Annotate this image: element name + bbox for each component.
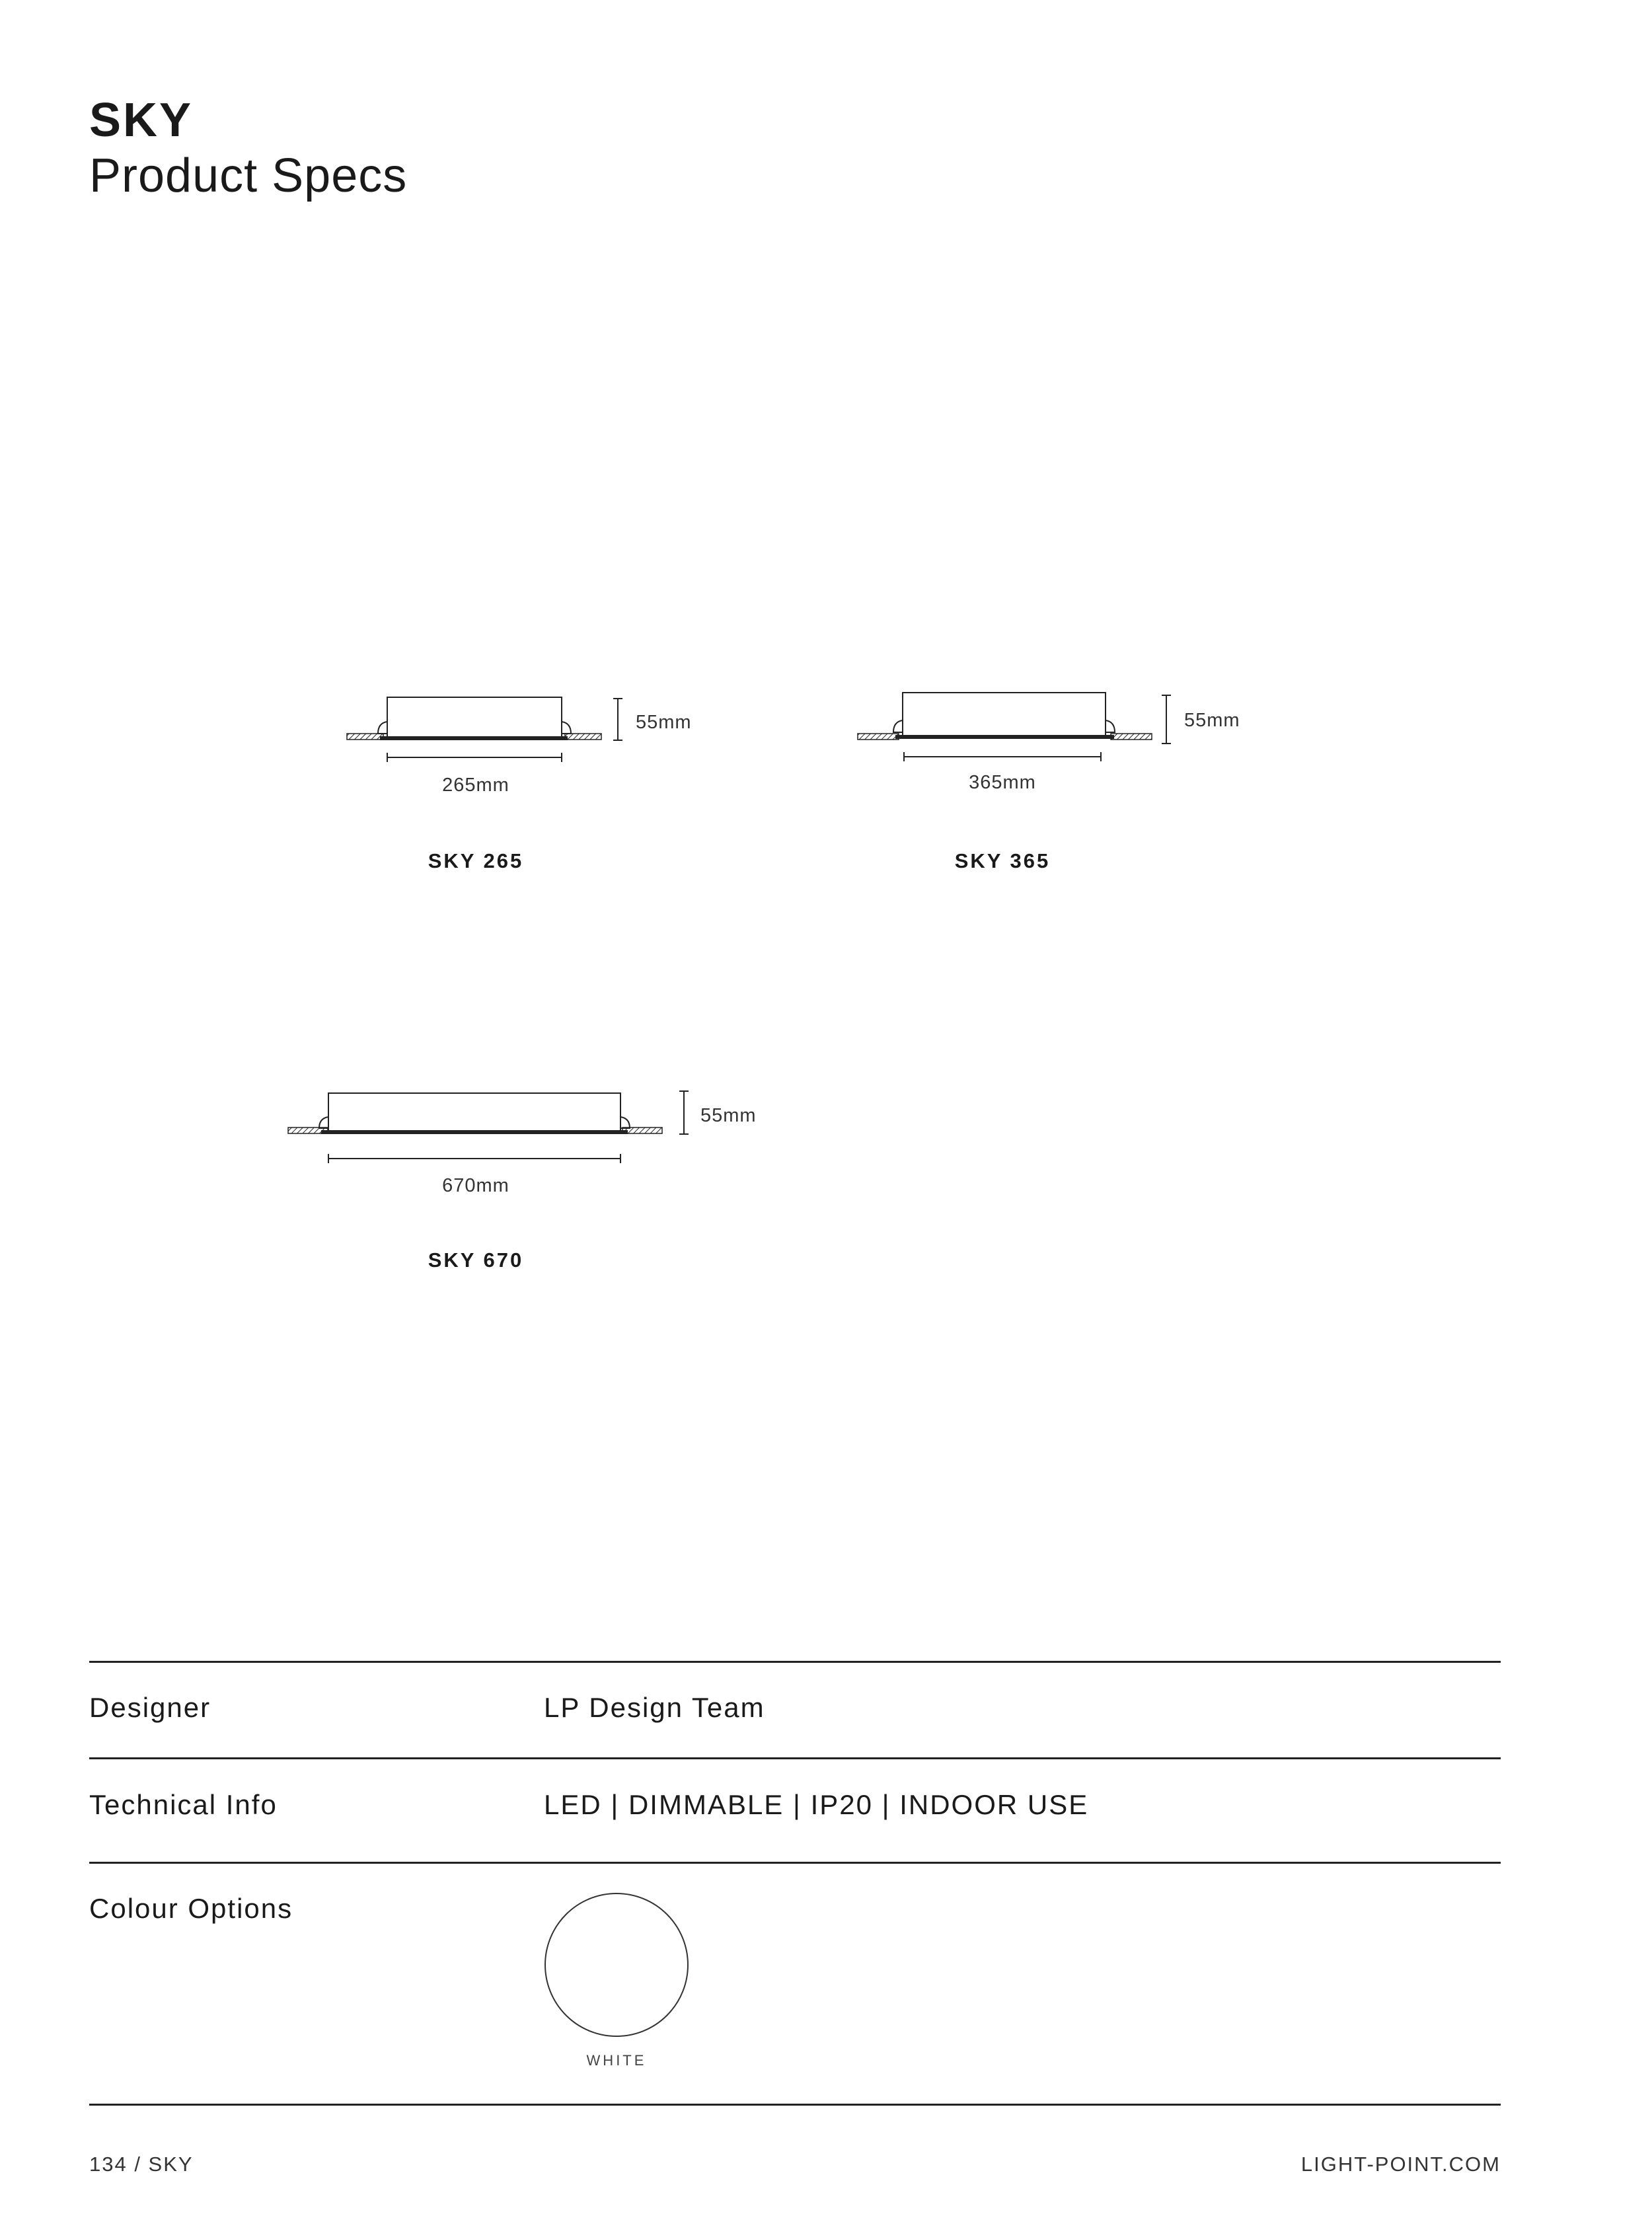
colour-swatch-white [544,1893,689,2037]
divider [89,1862,1501,1864]
height-label: 55mm [636,712,692,733]
technical-info-value: LED | DIMMABLE | IP20 | INDOOR USE [544,1789,1089,1820]
spring-clip-left [893,720,903,732]
colour-swatch-label: WHITE [586,2052,647,2069]
spring-clip-right [1106,720,1115,732]
width-label: 265mm [442,775,509,796]
width-label: 670mm [442,1175,509,1196]
product-title: SKY [89,94,194,147]
spring-clip-left [319,1117,328,1128]
divider [89,1757,1501,1759]
height-label: 55mm [1184,710,1240,731]
spring-clip-right [620,1117,630,1128]
page-subtitle: Product Specs [89,149,408,202]
divider [89,2104,1501,2106]
fixture-body [903,693,1106,737]
ceiling-section-left [347,734,383,740]
designer-value: LP Design Team [544,1692,765,1723]
model-label: SKY 365 [954,849,1051,872]
fixture-body [328,1093,620,1132]
model-label: SKY 265 [428,849,524,872]
fixture-trim [895,735,1114,739]
model-label: SKY 670 [428,1248,524,1272]
drawing-sky-365 [858,693,1240,872]
height-label: 55mm [700,1105,757,1126]
fixture-trim [321,1130,628,1134]
website-link[interactable]: LIGHT-POINT.COM [1300,2153,1501,2176]
designer-label: Designer [89,1692,211,1723]
spring-clip-right [562,722,571,734]
drawing-sky-265 [347,697,692,872]
page-reference: 134 / SKY [89,2153,194,2176]
drawing-sky-670 [288,1091,757,1272]
fixture-body [387,697,562,738]
spring-clip-left [378,722,387,734]
ceiling-section-right [565,734,601,740]
fixture-trim [380,736,568,740]
technical-info-label: Technical Info [89,1789,278,1820]
ceiling-section-right [1111,734,1152,740]
divider [89,1661,1501,1663]
colour-options-label: Colour Options [89,1893,293,1924]
width-label: 365mm [969,772,1036,793]
ceiling-section-left [858,734,899,740]
